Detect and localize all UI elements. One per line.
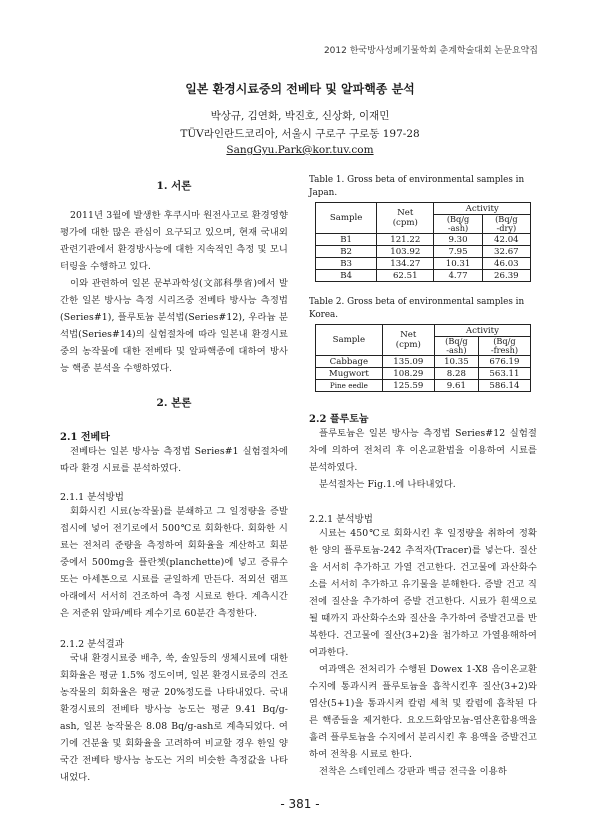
col-activity: Activity	[434, 203, 531, 215]
col-activity: Activity	[434, 325, 530, 337]
table-korea-gross-beta	[315, 324, 531, 392]
col-net: Net (cpm)	[382, 325, 434, 356]
author-email: SangGyu.Park@kor.tuv.com	[226, 144, 374, 156]
table-row: B3 134.27 10.31 46.03	[316, 258, 531, 270]
intro-paragraph-2: 이와 관련하여 일본 문부과학성(文部科學省)에서 발간한 일본 방사능 측정 시리즈중 전베타 방사능 측정법(Series#1), 플루토늄 분석법(Series#12), 우라늄 분석법(Series#14)의 실험절차에 따라 일본내 환경시료중의 농작물에 대한 전베타 및 알파핵종에 대하여 방사능 핵종 분석을 수행하였다.	[60, 278, 288, 374]
table2-caption: Table 2. Gross beta of environmental samples in Korea.	[309, 297, 525, 320]
table-row: Pine eedle 125.59 9.61 586.14	[316, 380, 531, 392]
table-row: B1 121.22 9.30 42.04	[316, 234, 531, 246]
paper-title: 일본 환경시료중의 전베타 및 알파핵종 분석	[185, 82, 415, 96]
plutonium-heading: 2.2 플루토늄	[309, 414, 369, 425]
section-body-heading: 2. 본론	[156, 397, 192, 409]
author-list: 박상규, 김연화, 박진호, 신상화, 이재민	[210, 110, 390, 122]
table1-caption: Table 1. Gross beta of environmental samples in Japan.	[309, 175, 525, 198]
page-number: - 381 -	[280, 797, 320, 811]
table-row: B2 103.92 7.95 32.67	[316, 246, 531, 258]
col-fresh: (Bq/g -fresh)	[478, 337, 530, 356]
col-ash: (Bq/g -ash)	[434, 215, 482, 234]
left-column	[60, 174, 288, 786]
section-introduction-heading: 1. 서론	[156, 180, 192, 192]
affiliation: TÜV라인란드코리아, 서울시 구로구 구로동 197-28	[180, 128, 420, 140]
col-sample: Sample	[316, 203, 377, 234]
intro-paragraph-1: 2011년 3월에 발생한 후쿠시마 원전사고로 환경영향평가에 대한 많은 관심이 요구되고 있으며, 현재 국내외 관련기관에서 환경방사능에 대한 지속적인 측정 및 모니터링을 수행하고 있다.	[60, 210, 288, 272]
right-column	[309, 174, 537, 780]
table-row: B4 62.51 4.77 26.39	[316, 270, 531, 282]
pu-method-paragraph-1: 시료는 450℃로 회화시킨 후 일정량을 취하여 정확한 양의 플루토늄-242 추적자(Tracer)를 넣는다. 질산을 서서히 추가하고 가열 건고한다. 건고물에 과산화수소를 서서히 추가하고 유기물을 분해한다. 증발 건고 직전에 질산을 추가하여 증발 건고한다. 시료가 흰색으로 될 때까지 과산화수소와 질산을 추가하여 증발건고를 반복한다. 건고물에 질산(3+2)을 첨가하고 가열용해하여 여과한다.	[309, 528, 537, 658]
analysis-method-paragraph: 회화시킨 시료(농작물)를 분쇄하고 그 일정량을 증발접시에 넣어 전기로에서 500℃로 회화한다. 회화한 시료는 전처리 준량을 측정하여 회화율을 계산하고 회분 중에서 500mg을 플란쳇(planchette)에 넣고 증류수 또는 아세톤으로 시료를 균일하게 만든다. 적외선 램프 아래에서 서서히 건조하여 측정 시료로 한다. 계측시간은 저준위 알파/베타 계수기로 60분간 측정한다.	[60, 506, 288, 619]
gross-beta-heading: 2.1 전베타	[60, 432, 110, 443]
table-japan-gross-beta	[315, 202, 531, 282]
gross-beta-paragraph: 전베타는 일본 방사능 측정법 Series#1 실험절차에 따라 환경 시료를 분석하였다.	[60, 446, 288, 474]
table-row: Cabbage 135.09 10.35 676.19	[316, 356, 531, 368]
table-row: Mugwort 108.29 8.28 563.11	[316, 368, 531, 380]
col-net: Net (cpm)	[377, 203, 434, 234]
analysis-result-paragraph: 국내 환경시료중 배추, 쑥, 솔잎등의 생체시료에 대한 회화율은 평균 1.5% 정도이며, 일본 환경시료중의 건조 농작물의 회화율은 평균 20%정도를 나타내었다. 국내 환경시료의 전베타 방사능 농도는 평균 9.41 Bq/g-ash, 일본 농작물은 8.08 Bq/g-ash로 계측되었다. 여기에 건분율 및 회화율을 고려하여 비교할 경우 한일 양국간 전베타 방사능 농도는 거의 비슷한 측정값을 나타내었다.	[60, 653, 288, 783]
pu-method-paragraph-2: 여과액은 전처리가 수행된 Dowex 1-X8 음이온교환수지에 통과시켜 플루토늄을 흡착시킨후 질산(3+2)와 염산(5+1)을 통과시켜 칼럼 세척 및 칼럼에 흡착된 다른 핵종들을 제거한다. 요오드화암모늄-염산혼합용액을 흘려 플루토늄을 수지에서 분리시킨 후 용액을 증발건고하여 전착용 시료로 한다.	[309, 664, 537, 760]
col-sample: Sample	[316, 325, 383, 356]
pu-method-heading: 2.2.1 분석방법	[309, 514, 373, 525]
plutonium-paragraph-2: 분석절차는 Fig.1.에 나타내었다.	[319, 479, 456, 490]
analysis-result-heading: 2.1.2 분석결과	[60, 639, 124, 650]
running-header: 2012 한국방사성폐기물학회 춘계학술대회 논문요약집	[323, 46, 538, 56]
plutonium-paragraph-1: 플루토늄은 일본 방사능 측정법 Series#12 실험절차에 의하여 전처리 후 이온교환법을 이용하여 시료를 분석하였다.	[309, 428, 537, 473]
analysis-method-heading: 2.1.1 분석방법	[60, 492, 124, 503]
pu-method-paragraph-3: 전착은 스테인레스 강판과 백금 전극을 이용하	[319, 766, 507, 777]
col-ash: (Bq/g -ash)	[434, 337, 478, 356]
col-dry: (Bq/g -dry)	[482, 215, 530, 234]
